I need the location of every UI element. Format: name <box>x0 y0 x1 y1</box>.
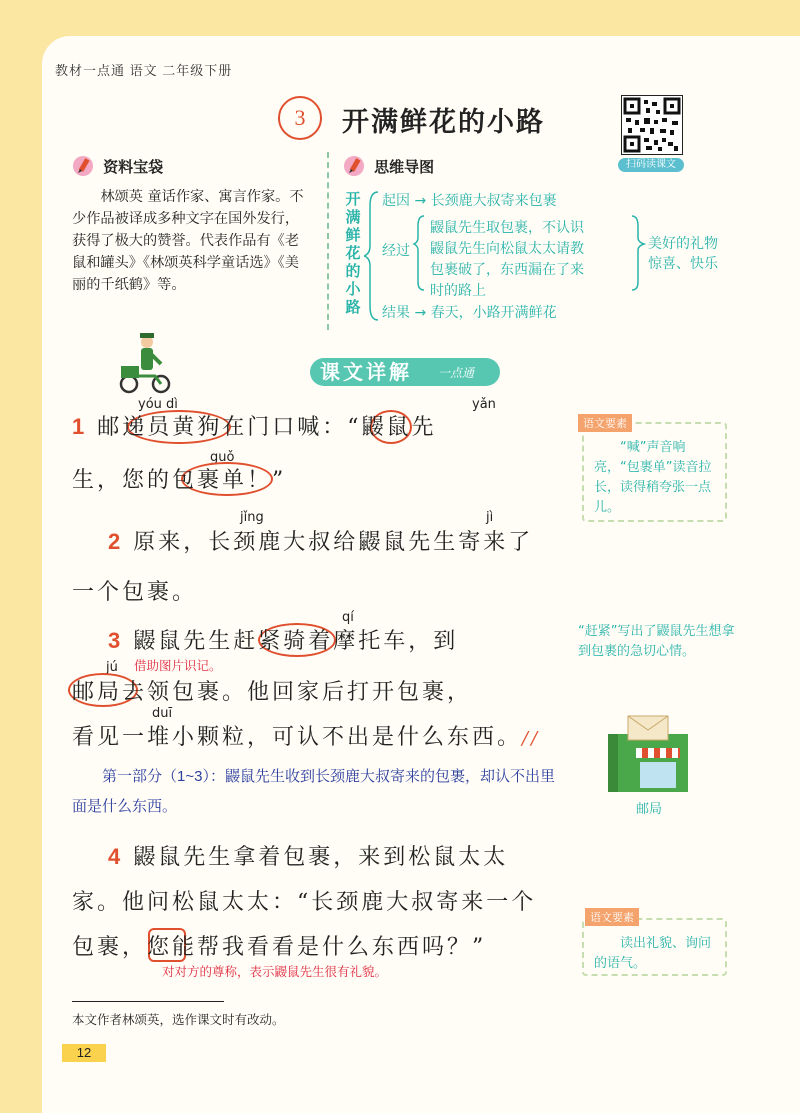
margin-note: 借助图片识记。 <box>134 658 222 673</box>
paragraph-3-line-1 <box>108 624 598 655</box>
mindmap-process-item: 包裹破了，东西漏在了来 <box>430 262 584 278</box>
mindmap-process-result <box>648 234 718 274</box>
side-note-box <box>582 918 727 976</box>
mindmap-header <box>343 155 434 177</box>
mindmap-process-item: 时的路上 <box>430 283 486 299</box>
ziliao-header <box>72 155 163 177</box>
pinyin: qí <box>342 610 354 625</box>
mindmap-process-item: 鼹鼠先生取包裹，不认识 <box>430 220 584 236</box>
banner-title: 课文详解 <box>320 360 412 384</box>
paragraph-3-line-2: 邮局去领包裹。他回家后打开包裹， <box>72 680 473 705</box>
qr-code[interactable] <box>621 95 683 155</box>
lesson-title: 开满鲜花的小路 <box>342 107 545 138</box>
paragraph-text: 鼹鼠先生拿着包裹，来到松鼠太太 <box>133 845 509 870</box>
side-note-text: “喊”声音响亮，“包裹单”读音拉长，读得稍夸张一点儿。 <box>594 440 712 515</box>
pinyin: jì <box>486 510 494 525</box>
paragraph-3-line-3 <box>72 720 562 751</box>
paragraph-number: 1 <box>72 414 88 439</box>
footnote-rule <box>72 1001 224 1002</box>
pencil-icon <box>343 155 365 177</box>
postman-illustration <box>115 330 175 394</box>
ziliao-text: 林颂英 童话作家、寓言作家。不少作品被译成多种文字在国外发行，获得了极大的赞誉。代表作品有《老鼠和罐头》《林颂英科学童话选》《美丽的千纸鹤》等。 <box>72 189 304 293</box>
margin-note: 对对方的尊称，表示鼹鼠先生很有礼貌。 <box>162 964 388 979</box>
paragraph-2-line-1 <box>108 525 598 556</box>
qr-code-icon <box>622 96 682 154</box>
mindmap-vertical-title: 开满鲜花的小路 <box>345 190 361 316</box>
pinyin: yóu dì <box>138 397 178 412</box>
paragraph-text: 邮递员黄狗在门口喊：“鼹鼠先 <box>97 415 437 440</box>
paragraph-1-line-2: 生，您的包裹单！” <box>72 468 287 493</box>
banner-subtitle: 一点通 <box>438 366 475 380</box>
ziliao-heading: 资料宝袋 <box>103 158 164 176</box>
paragraph-4-line-2: 家。他问松鼠太太：“长颈鹿大叔寄来一个 <box>72 890 537 915</box>
mindmap-heading: 思维导图 <box>374 158 435 176</box>
mindmap-process <box>430 218 584 302</box>
mindmap-result-line: 美好的礼物 <box>648 236 718 252</box>
post-office-illustration <box>602 712 694 794</box>
post-office-caption: 邮局 <box>636 802 663 817</box>
page-number: 12 <box>62 1044 106 1062</box>
side-note-box <box>582 422 727 522</box>
lesson-number: 3 <box>278 96 322 140</box>
paragraph-2-line-2: 一个包裹。 <box>72 580 198 605</box>
pinyin: yǎn <box>472 397 496 412</box>
paragraph-number: 3 <box>108 628 124 653</box>
paragraph-1-line-1 <box>72 410 562 441</box>
side-note-tag: 语文要素 <box>578 414 632 432</box>
paragraph-text: 鼹鼠先生赶紧骑着摩托车，到 <box>133 629 459 654</box>
section-break-mark: // <box>522 728 541 749</box>
book-header: 教材一点通 语文 二年级下册 <box>55 63 233 78</box>
pinyin: guǒ <box>210 450 235 465</box>
paragraph-text: 原来，长颈鹿大叔给鼹鼠先生寄来了 <box>133 530 534 555</box>
pencil-icon <box>72 155 94 177</box>
lesson-explain-banner <box>310 350 500 388</box>
section-summary <box>72 762 562 822</box>
mindmap-result-line: 惊喜、快乐 <box>648 256 718 272</box>
scan-to-read-badge[interactable]: 扫码读课文 <box>618 158 684 172</box>
mindmap-result: 结果 → 春天，小路开满鲜花 <box>382 305 557 321</box>
paragraph-number: 2 <box>108 529 124 554</box>
mindmap-process-label: 经过 <box>382 243 410 259</box>
pinyin: jú <box>106 660 118 675</box>
summary-text: 第一部分（1~3）：鼹鼠先生收到长颈鹿大叔寄来的包裹，却认不出里面是什么东西。 <box>72 768 555 815</box>
pinyin: duī <box>152 706 173 721</box>
pinyin: jǐng <box>240 510 264 525</box>
paragraph-text: 看见一堆小颗粒，可认不出是什么东西。 <box>72 725 523 750</box>
mindmap-cause: 起因 → 长颈鹿大叔寄来包裹 <box>382 193 557 209</box>
footnote: 本文作者林颂英，选作课文时有改动。 <box>72 1012 285 1027</box>
side-note-text: 读出礼貌、询问的语气。 <box>594 936 712 971</box>
column-divider <box>327 152 329 330</box>
paragraph-4-line-1 <box>108 840 598 871</box>
paragraph-number: 4 <box>108 844 124 869</box>
side-note-tag: 语文要素 <box>585 908 639 926</box>
side-note: “赶紧”写出了鼹鼠先生想拿到包裹的急切心情。 <box>578 624 735 659</box>
paragraph-4-line-3: 包裹，您能帮我看看是什么东西吗？” <box>72 935 487 960</box>
mindmap-process-item: 鼹鼠先生向松鼠太太请教 <box>430 241 584 257</box>
